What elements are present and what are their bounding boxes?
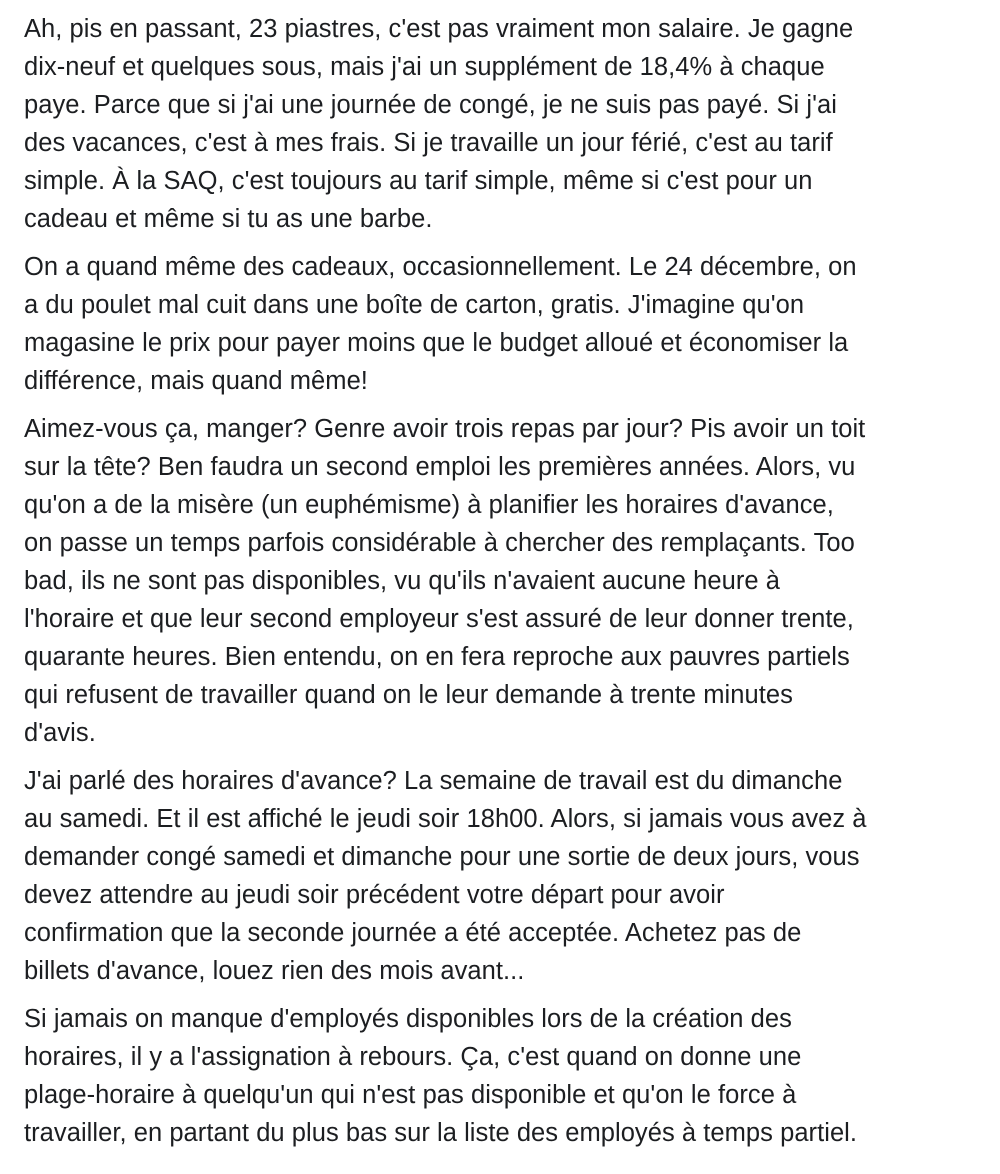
- paragraph-1: Ah, pis en passant, 23 piastres, c'est pas vraiment mon salaire. Je gagne dix-neuf et quelques sous, mais j'ai un supplément de 18,4% à chaque paye. Parce que si j'ai une journée de congé, je ne suis pas payé. Si j'ai des vacances, c'est à mes frais. Si je travaille un jour férié, c'est au tarif simple. À la SAQ, c'est toujours au tarif simple, même si c'est pour un cadeau et même si tu as une barbe.: [24, 15, 854, 233]
- paragraph-3: Aimez-vous ça, manger? Genre avoir trois repas par jour? Pis avoir un toit sur la tête? Ben faudra un second emploi les premières années. Alors, vu qu'on a de la misère (un euphémisme) à planifier les horaires d'avance, on passe un temps parfois considérable à chercher des remplaçants. Too bad, ils ne sont pas disponibles, vu qu'ils n'avaient aucune heure à l'horaire et que leur second employeur s'est assuré de leur donner trente, quarante heures. Bien entendu, on en fera reproche aux pauvres partiels qui refusent de travailler quand on le leur demande à trente minutes d'avis.: [24, 415, 866, 747]
- paragraph-4: J'ai parlé des horaires d'avance? La semaine de travail est du dimanche au samedi. Et il est affiché le jeudi soir 18h00. Alors, si jamais vous avez à demander congé samedi et dimanche pour une sortie de deux jours, vous devez attendre au jeudi soir précédent votre départ pour avoir confirmation que la seconde journée a été acceptée. Achetez pas de billets d'avance, louez rien des mois avant...: [24, 767, 867, 985]
- post-body: [24, 10, 984, 1162]
- paragraph-2: On a quand même des cadeaux, occasionnellement. Le 24 décembre, on a du poulet mal cuit dans une boîte de carton, gratis. J'imagine qu'on magasine le prix pour payer moins que le budget alloué et économiser la différence, mais quand même!: [24, 253, 857, 395]
- paragraph-5: Si jamais on manque d'employés disponibles lors de la création des horaires, il y a l'assignation à rebours. Ça, c'est quand on donne une plage-horaire à quelqu'un qui n'est pas disponible et qu'on le force à travailler, en partant du plus bas sur la liste des employés à temps partiel.: [24, 1005, 858, 1147]
